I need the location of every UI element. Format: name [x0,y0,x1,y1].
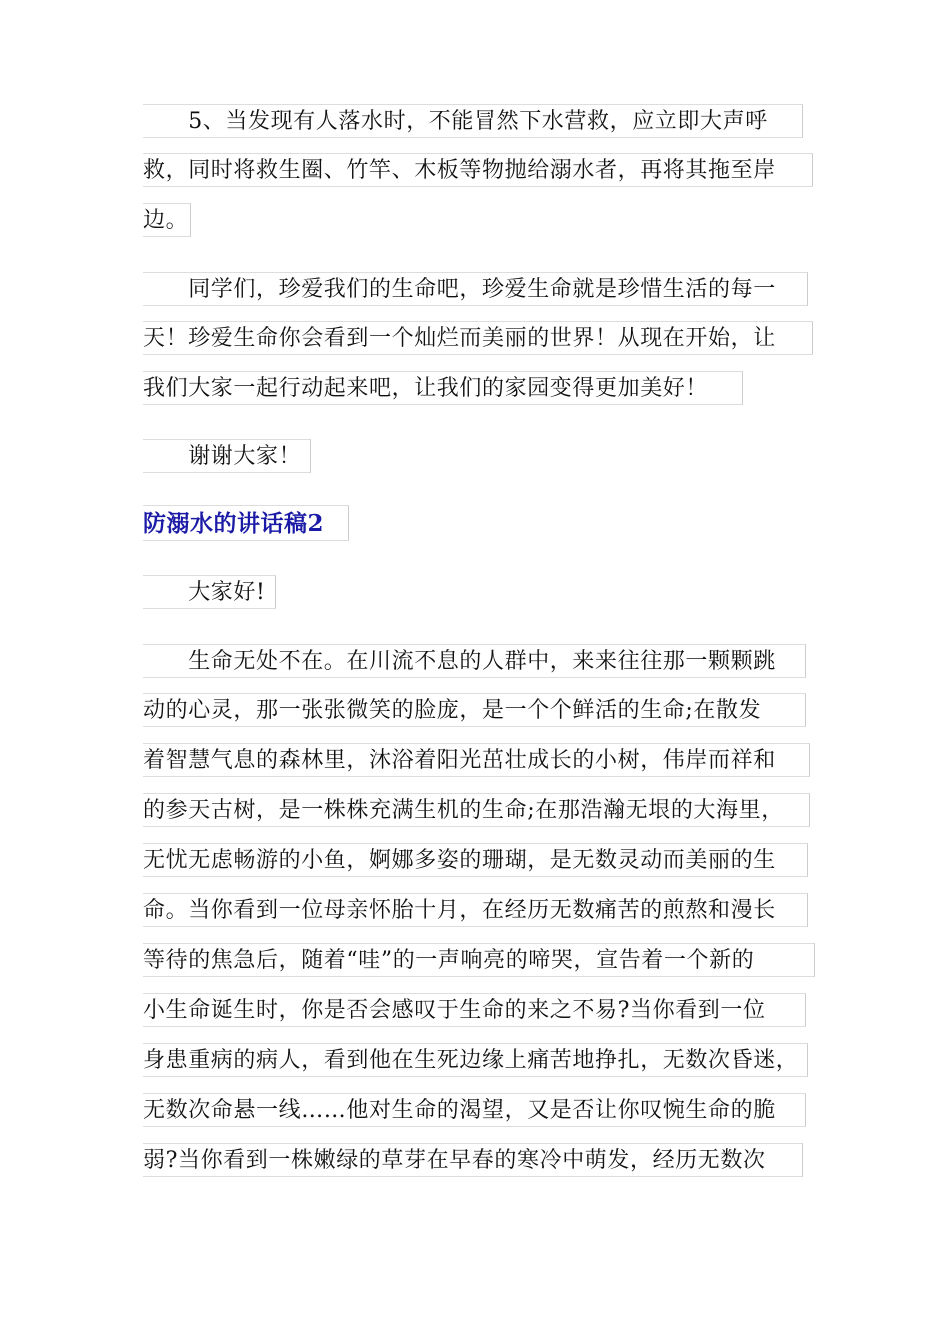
paragraph-line: 着智慧气息的森林里，沐浴着阳光茁壮成长的小树，伟岸而祥和 [143,743,810,777]
paragraph-line: 弱?当你看到一株嫩绿的草芽在早春的寒冷中萌发，经历无数次 [143,1143,803,1177]
paragraph-line: 我们大家一起行动起来吧，让我们的家园变得更加美好！ [143,371,743,405]
section-heading: 防溺水的讲话稿2 [143,505,349,541]
paragraph-line: 无数次命悬一线……他对生命的渴望，又是否让你叹惋生命的脆 [143,1093,806,1127]
paragraph-line: 动的心灵，那一张张微笑的脸庞，是一个个鲜活的生命;在散发 [143,693,806,727]
paragraph-line: 命。当你看到一位母亲怀胎十月，在经历无数痛苦的煎熬和漫长 [143,893,808,927]
paragraph-line: 身患重病的病人，看到他在生死边缘上痛苦地挣扎，无数次昏迷， [143,1043,808,1077]
paragraph-line: 无忧无虑畅游的小鱼，婀娜多姿的珊瑚，是无数灵动而美丽的生 [143,843,808,877]
paragraph-line: 同学们，珍爱我们的生命吧，珍爱生命就是珍惜生活的每一 [143,272,808,306]
greeting-line: 大家好! [143,575,276,609]
paragraph-line: 天！珍爱生命你会看到一个灿烂而美丽的世界！从现在开始，让 [143,321,813,355]
paragraph-line: 5、当发现有人落水时，不能冒然下水营救，应立即大声呼 [143,104,803,138]
paragraph-line: 救，同时将救生圈、竹竿、木板等物抛给溺水者，再将其拖至岸 [143,153,813,187]
thanks-line: 谢谢大家！ [143,439,311,473]
paragraph-line: 边。 [143,203,191,237]
paragraph-line: 生命无处不在。在川流不息的人群中，来来往往那一颗颗跳 [143,644,806,678]
paragraph-line: 的参天古树，是一株株充满生机的生命;在那浩瀚无垠的大海里， [143,793,810,827]
paragraph-line: 等待的焦急后，随着“哇”的一声响亮的啼哭，宣告着一个新的 [143,943,815,977]
paragraph-line: 小生命诞生时，你是否会感叹于生命的来之不易?当你看到一位 [143,993,806,1027]
